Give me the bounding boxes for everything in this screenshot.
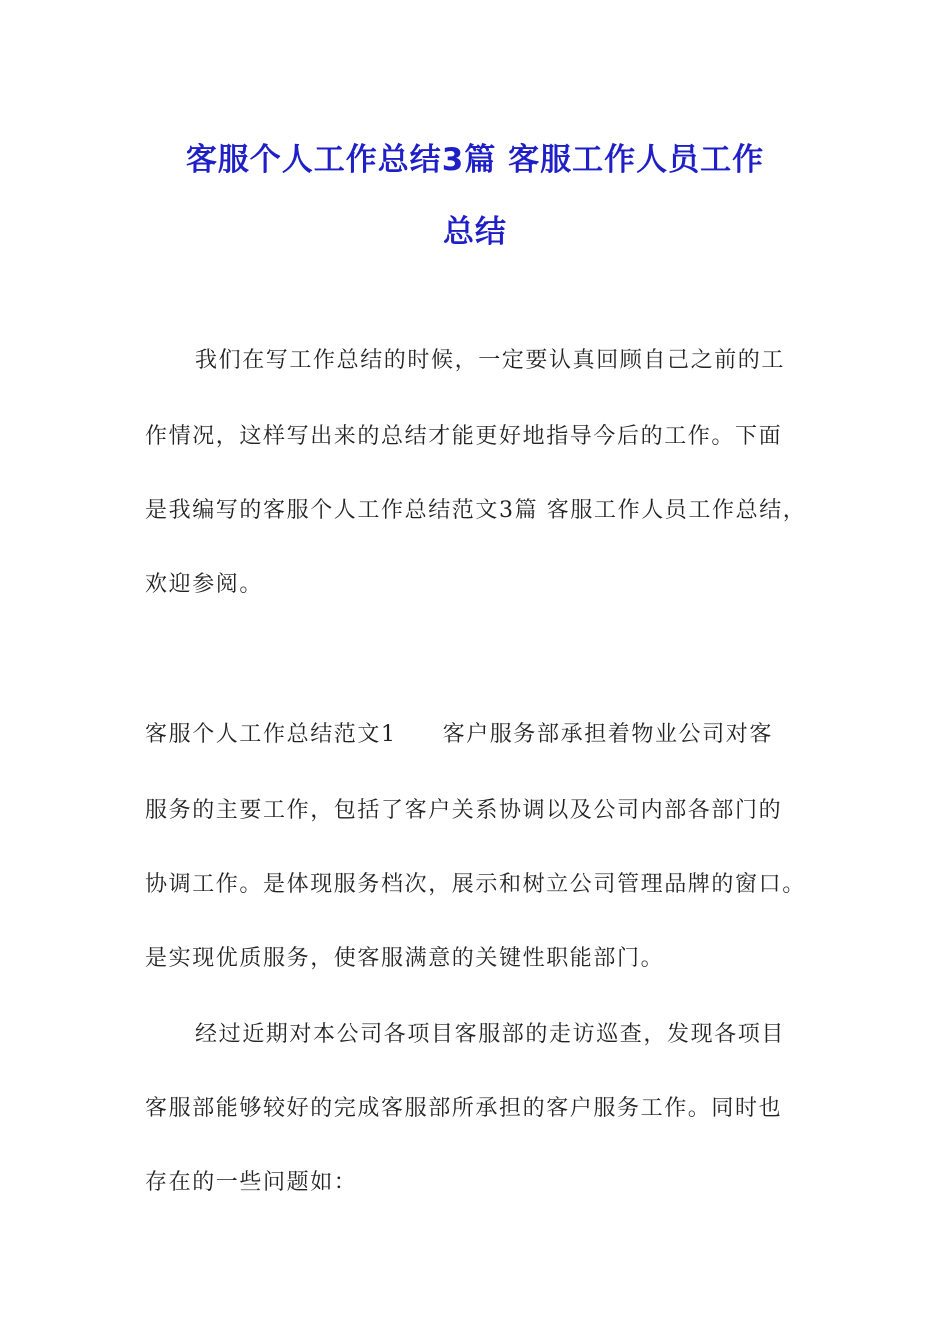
intro-line-3: 是我编写的客服个人工作总结范文3篇 客服工作人员工作总结，: [145, 498, 807, 523]
intro-line-4: 欢迎参阅。: [145, 572, 264, 597]
paragraph2-line-3: 存在的一些问题如：: [145, 1170, 358, 1195]
intro-line-2: 作情况，这样写出来的总结才能更好地指导今后的工作。下面: [145, 424, 783, 449]
section1-heading: 客服个人工作总结范文1: [145, 722, 397, 747]
document-title-line-2: 总结: [443, 214, 507, 250]
section1-line-4: 是实现优质服务，使客服满意的关键性职能部门。: [145, 946, 665, 971]
section1-first-line-text: 客户服务部承担着物业公司对客: [442, 722, 774, 747]
intro-line-1: 我们在写工作总结的时候，一定要认真回顾自己之前的工: [195, 348, 786, 373]
paragraph2-line-2: 客服部能够较好的完成客服部所承担的客户服务工作。同时也: [145, 1096, 783, 1121]
section1-first-line: [145, 720, 815, 750]
section1-line-3: 协调工作。是体现服务档次，展示和树立公司管理品牌的窗口。: [145, 872, 806, 897]
section1-line-2: 服务的主要工作，包括了客户关系协调以及公司内部各部门的: [145, 798, 783, 823]
paragraph2-line-1: 经过近期对本公司各项目客服部的走访巡查，发现各项目: [195, 1022, 786, 1047]
document-title-line-1: 客服个人工作总结3篇 客服工作人员工作: [185, 142, 765, 178]
